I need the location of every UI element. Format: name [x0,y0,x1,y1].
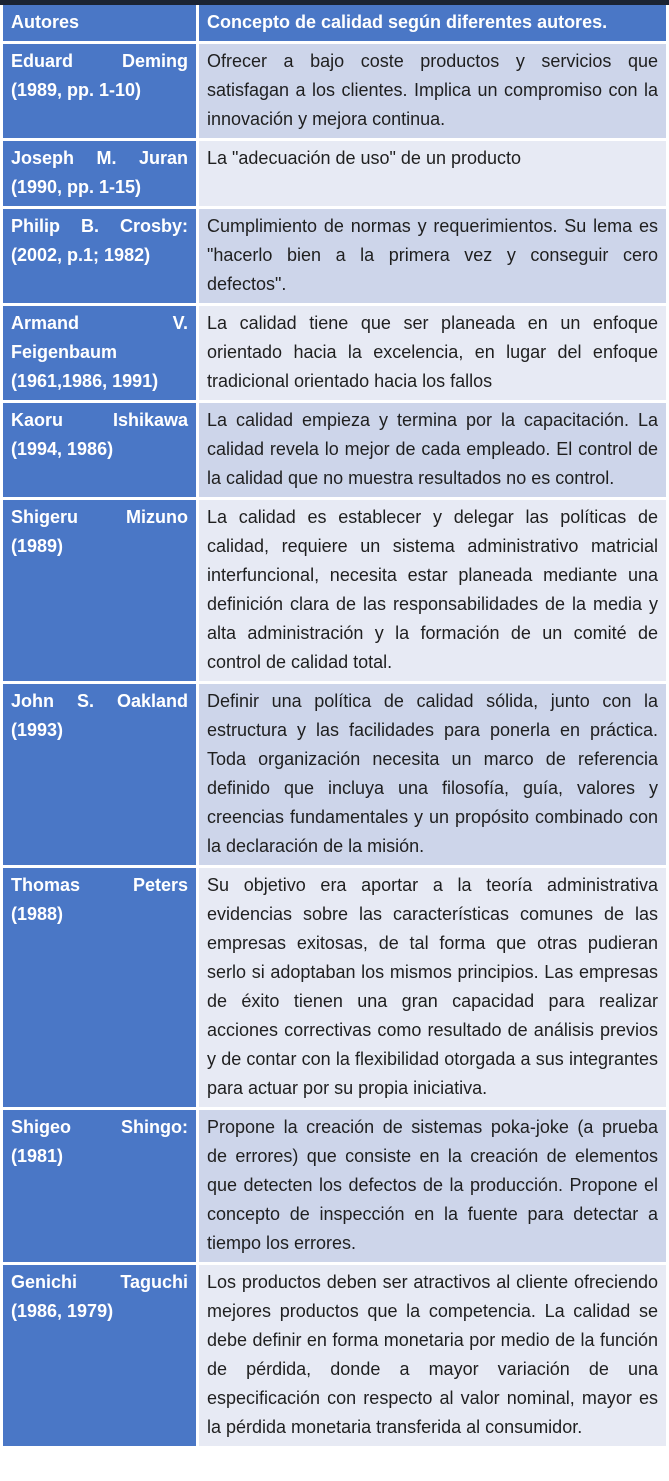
author-years: (1990, pp. 1-15) [11,177,142,197]
author-name: Armand V. Feigenbaum [11,313,188,362]
author-cell [2,305,198,402]
author-years: (1986, 1979) [11,1301,114,1321]
author-name: Shigeru Mizuno [11,507,188,527]
author-name: Thomas Peters [11,875,188,895]
concept-cell: La calidad tiene que ser planeada en un enfoque orientado hacia la excelencia, en lugar del enfoque tradicional orientado hacia los fallos [198,305,668,402]
author-cell [2,140,198,208]
author-years: (1994, 1986) [11,439,114,459]
table-row [2,140,668,208]
author-cell [2,499,198,683]
concept-cell: Ofrecer a bajo coste productos y servicios que satisfagan a los clientes. Implica un compromiso con la innovación y mejora continua. [198,43,668,140]
author-name: Genichi Taguchi [11,1272,188,1292]
author-cell [2,402,198,499]
author-name: Joseph M. Juran [11,148,188,168]
table-row [2,499,668,683]
author-cell [2,208,198,305]
author-name: Eduard Deming [11,51,188,71]
table-row [2,1109,668,1264]
concept-cell: La calidad empieza y termina por la capacitación. La calidad revela lo mejor de cada empleado. El control de la calidad que no muestra resultados no es control. [198,402,668,499]
author-name: Shigeo Shingo: [11,1117,188,1137]
author-cell [2,1264,198,1448]
author-name: Philip B. Crosby: [11,216,188,236]
author-years: (2002, p.1; 1982) [11,245,151,265]
concept-cell: Su objetivo era aportar a la teoría administrativa evidencias sobre las características comunes de las empresas exitosas, de tal forma que otras pudieran serlo si adoptaban los mismos principios. Las empresas de éxito tienen una gran capacidad para realizar acciones correctivas como resultado de análisis previos y de contar con la flexibilidad otorgada a sus integrantes para actuar por su propia iniciativa. [198,867,668,1109]
author-cell [2,1109,198,1264]
concept-cell: Definir una política de calidad sólida, junto con la estructura y las facilidades para ponerla en práctica. Toda organización necesita un marco de referencia definido que incluya una filosofía, guía, valores y creencias fundamentales y un propósito combinado con la declaración de la misión. [198,683,668,867]
author-name: Kaoru Ishikawa [11,410,188,430]
author-years: (1981) [11,1146,64,1166]
author-name: John S. Oakland [11,691,188,711]
table-row [2,867,668,1109]
header-authors: Autores [2,3,198,43]
concept-cell: Propone la creación de sistemas poka-joke (a prueba de errores) que consiste en la creación de elementos que detecten los defectos de la producción. Propone el concepto de inspección en la fuente para detectar a tiempo los errores. [198,1109,668,1264]
table-row [2,402,668,499]
concept-cell: Cumplimiento de normas y requerimientos. Su lema es "hacerlo bien a la primera vez y conseguir cero defectos". [198,208,668,305]
author-years: (1993) [11,720,64,740]
author-years: (1989, pp. 1-10) [11,80,142,100]
header-row [2,3,668,43]
table-row [2,1264,668,1448]
table-row [2,208,668,305]
header-concept: Concepto de calidad según diferentes autores. [198,3,668,43]
author-cell [2,43,198,140]
concept-cell: Los productos deben ser atractivos al cliente ofreciendo mejores productos que la competencia. La calidad se debe definir en forma monetaria por medio de la función de pérdida, donde a mayor variación de una especificación con respecto al valor nominal, mayor es la pérdida monetaria transferida al consumidor. [198,1264,668,1448]
author-cell [2,867,198,1109]
concept-cell: La calidad es establecer y delegar las políticas de calidad, requiere un sistema administrativo matricial interfuncional, necesita estar planeada mediante una definición clara de las responsabilidades de la media y alta administración y la formación de un comité de control de calidad total. [198,499,668,683]
table-row [2,683,668,867]
author-years: (1961,1986, 1991) [11,371,159,391]
author-years: (1988) [11,904,64,924]
concept-cell: La "adecuación de uso" de un producto [198,140,668,208]
table-row [2,305,668,402]
author-cell [2,683,198,867]
table-row [2,43,668,140]
author-years: (1989) [11,536,64,556]
